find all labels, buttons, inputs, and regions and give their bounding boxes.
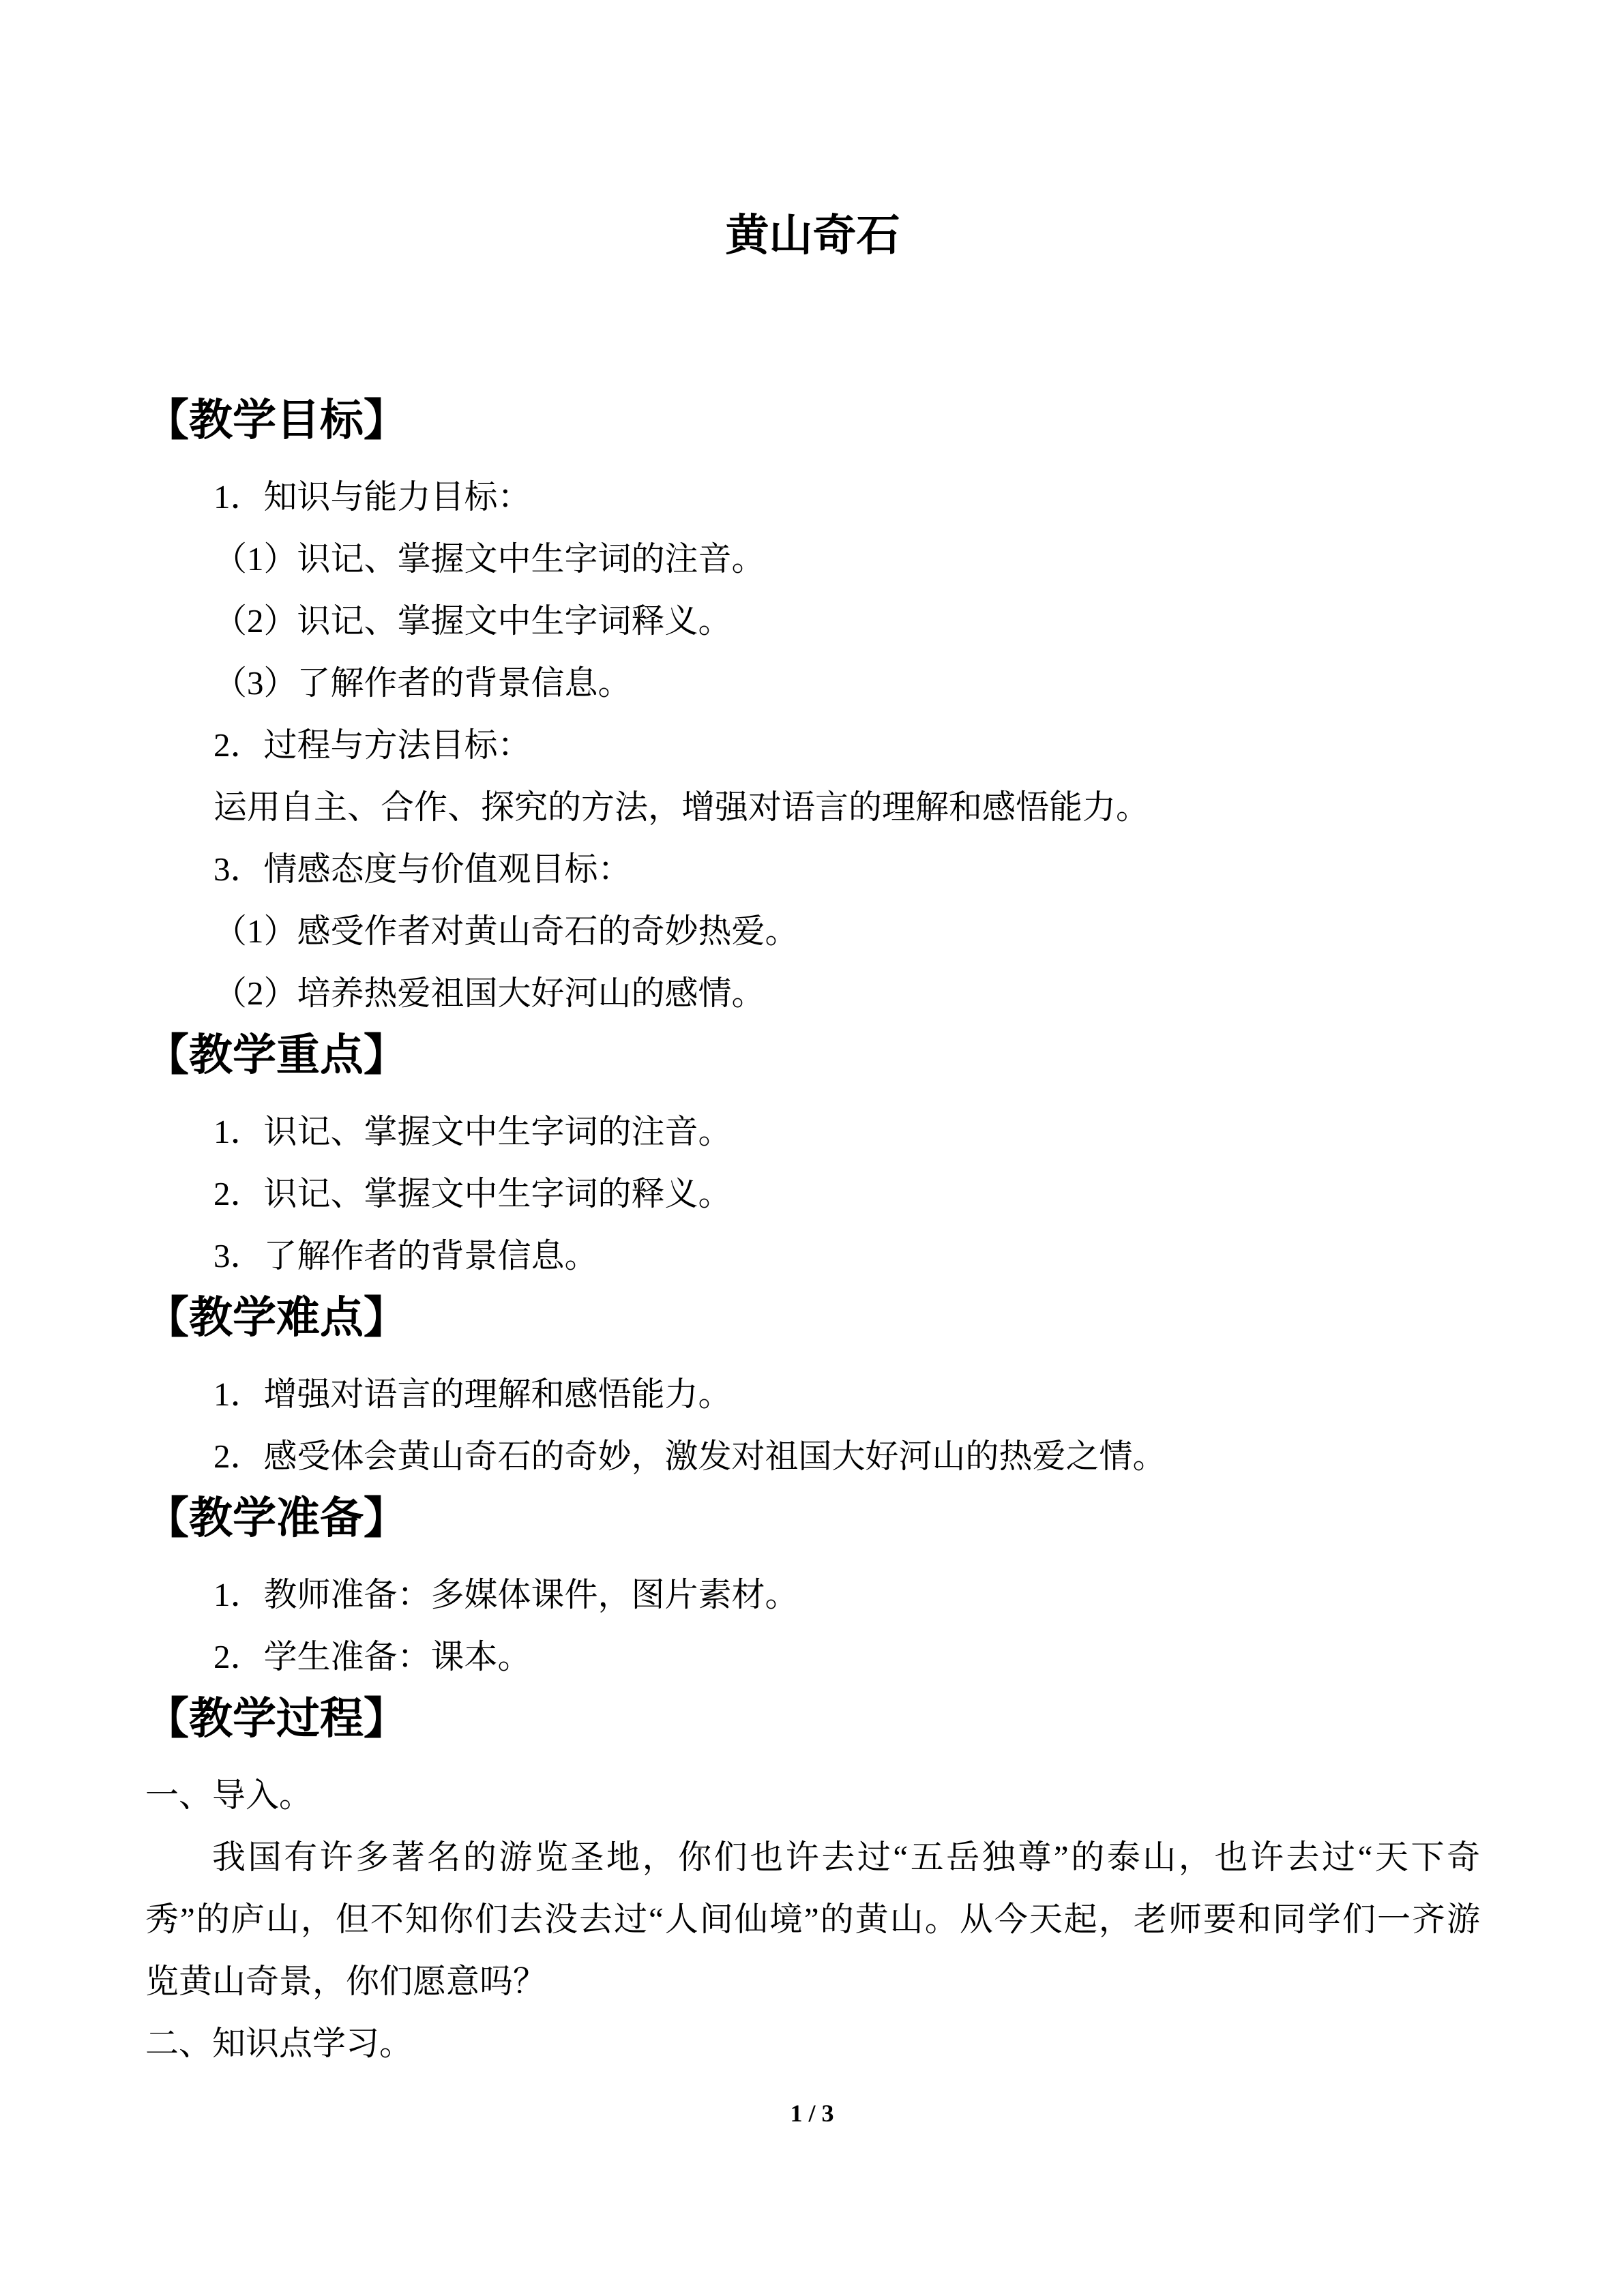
outline-item: 一、导入。 (145, 1776, 313, 1814)
list-item: （3）了解作者的背景信息。 (213, 664, 632, 702)
list-item: （1）感受作者对黄山奇石的奇妙热爱。 (213, 912, 799, 950)
list-item: （2）识记、掌握文中生字词释义。 (213, 602, 732, 640)
list-item: 3．了解作者的背景信息。 (213, 1237, 598, 1274)
list-item: （1）识记、掌握文中生字词的注音。 (213, 540, 765, 578)
list-item: 3．情感态度与价值观目标： (213, 850, 632, 888)
section-heading-objectives: 【教学目标】 (145, 396, 407, 445)
section-heading-process: 【教学过程】 (145, 1695, 407, 1743)
document-title: 黄山奇石 (725, 211, 900, 260)
list-item: 2．过程与方法目标： (213, 726, 531, 764)
list-item: 2．识记、掌握文中生字词的释义。 (213, 1175, 732, 1212)
list-item: 运用自主、合作、探究的方法，增强对语言的理解和感悟能力。 (213, 788, 1150, 826)
list-item: （2）培养热爱祖国大好河山的感情。 (213, 974, 765, 1012)
paragraph-line: 览黄山奇景，你们愿意吗？ (145, 1963, 547, 2000)
list-item: 1．知识与能力目标： (213, 478, 531, 516)
list-item: 1．教师准备：多媒体课件，图片素材。 (213, 1576, 799, 1613)
list-item: 1．增强对语言的理解和感悟能力。 (213, 1375, 732, 1413)
outline-item: 二、知识点学习。 (145, 2025, 413, 2062)
paragraph-line: 秀”的庐山，但不知你们去没去过“人间仙境”的黄山。从今天起，老师要和同学们一齐游 (145, 1900, 1480, 1938)
list-item: 1．识记、掌握文中生字词的注音。 (213, 1113, 732, 1150)
section-heading-key-points: 【教学重点】 (145, 1031, 407, 1079)
list-item: 2．感受体会黄山奇石的奇妙，激发对祖国大好河山的热爱之情。 (213, 1437, 1166, 1475)
section-heading-preparation: 【教学准备】 (145, 1494, 407, 1542)
paragraph-line: 我国有许多著名的游览圣地，你们也许去过“五岳独尊”的泰山，也许去过“天下奇 (212, 1838, 1480, 1876)
section-heading-difficulties: 【教学难点】 (145, 1294, 407, 1342)
page-number: 1 / 3 (790, 2100, 834, 2127)
list-item: 2．学生准备：课本。 (213, 1638, 531, 1675)
